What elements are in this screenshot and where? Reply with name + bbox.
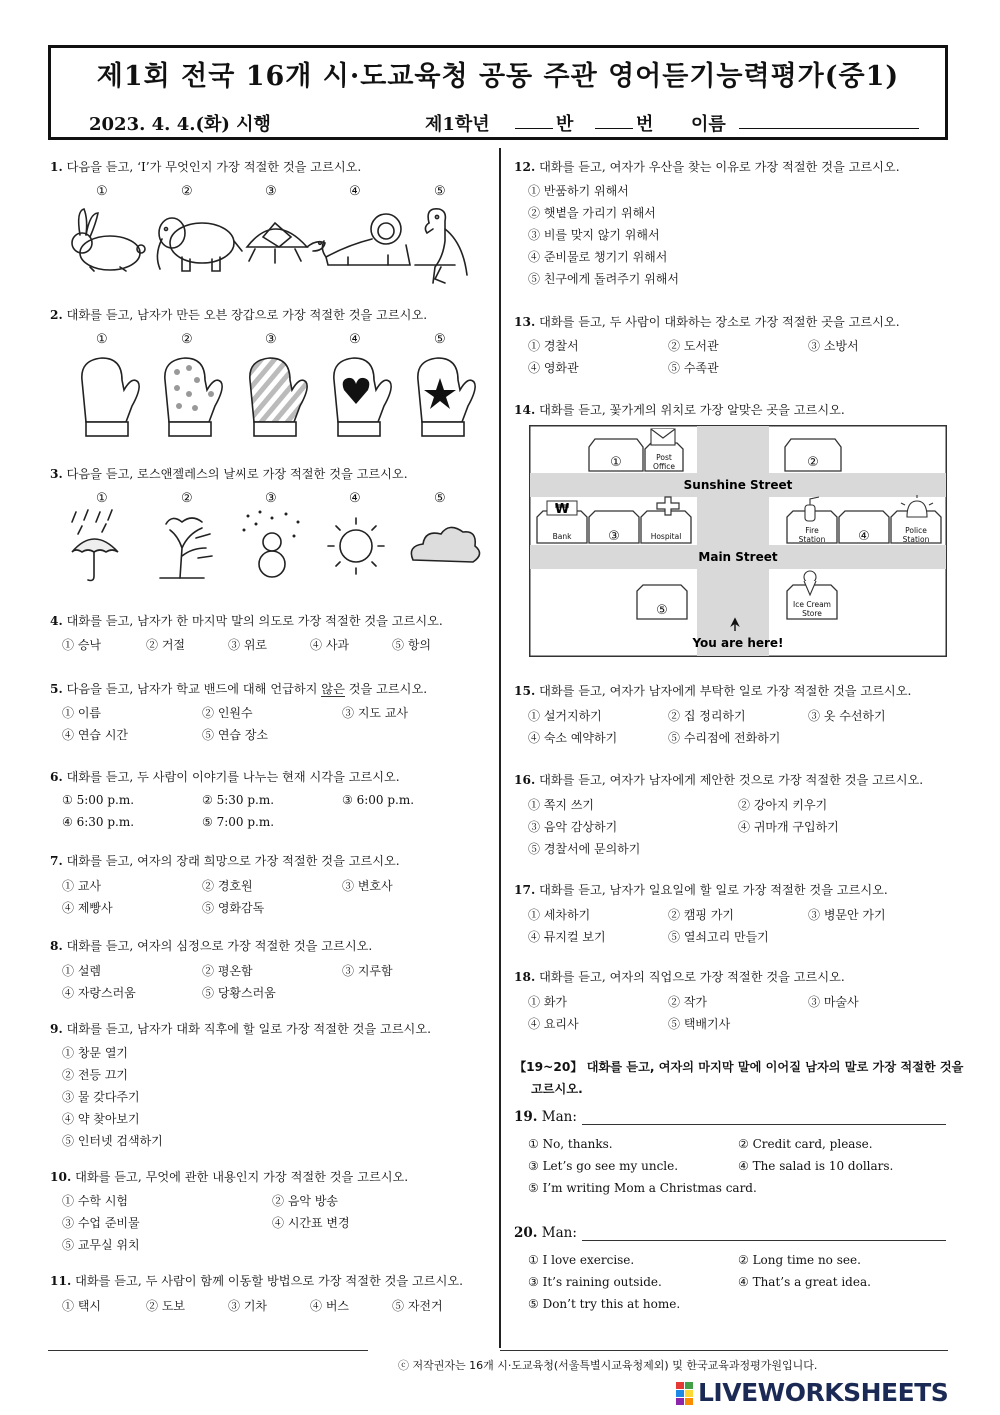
q19-option[interactable]: ③ Let’s go see my uncle.	[528, 1159, 679, 1173]
question-14-text: 대화를 듣고, 꽃가게의 위치로 가장 알맞은 곳을 고르시오.	[539, 403, 845, 417]
windy-tree-icon	[160, 518, 212, 578]
q3-choice-number[interactable]: ⑤	[434, 491, 446, 506]
q13-option[interactable]: ② 도서관	[668, 339, 719, 353]
q13-option[interactable]: ③ 소방서	[808, 339, 859, 353]
question-3-text: 다음을 듣고, 로스앤젤레스의 날씨로 가장 적절한 것을 고르시오.	[66, 467, 408, 481]
q1-choice-number[interactable]: ③	[265, 184, 277, 199]
question-12-text: 대화를 듣고, 여자가 우산을 찾는 이유로 가장 적절한 것을 고르시오.	[539, 160, 900, 174]
q2-choice-number[interactable]: ②	[181, 332, 193, 347]
q12-option[interactable]: ⑤ 친구에게 돌려주기 위해서	[528, 272, 679, 286]
q20-option[interactable]: ⑤ Don’t try this at home.	[528, 1297, 681, 1311]
q2-choice-number[interactable]: ④	[349, 332, 361, 347]
q18-option[interactable]: ① 화가	[528, 995, 567, 1009]
q20-option[interactable]: ① I love exercise.	[528, 1253, 635, 1267]
q5-option[interactable]: ② 인원수	[202, 706, 253, 720]
you-are-here-label: You are here!	[692, 636, 784, 650]
question-13: 13. 대화를 듣고, 두 사람이 대화하는 장소로 가장 적절한 곳을 고르시오.	[514, 315, 900, 329]
turtle-icon	[247, 223, 325, 263]
police-station-label-2: Station	[902, 535, 930, 544]
q2-choice-number[interactable]: ⑤	[434, 332, 446, 347]
q6-option[interactable]: ③ 6:00 p.m.	[342, 793, 415, 807]
question-12: 12. 대화를 듣고, 여자가 우산을 찾는 이유로 가장 적절한 것을 고르시오.	[514, 160, 900, 174]
q9-option[interactable]: ③ 물 갖다주기	[62, 1090, 140, 1104]
q20-answer-line[interactable]	[582, 1240, 946, 1241]
q18-option[interactable]: ⑤ 택배기사	[668, 1017, 731, 1031]
plain-mitt-icon	[82, 358, 139, 436]
q19-20-instruction-line-1: 【19~20】 대화를 듣고, 여자의 마지막 말에 이어질 남자의 말로 가장 적절한 것을	[514, 1060, 964, 1074]
class-label: 반	[556, 114, 574, 135]
question-11: 11. 대화를 듣고, 두 사람이 함께 이동할 방법으로 가장 적절한 것을 고르시오.	[50, 1274, 464, 1288]
q6-option[interactable]: ⑤ 7:00 p.m.	[202, 815, 275, 829]
q16-option[interactable]: ⑤ 경찰서에 문의하기	[528, 842, 641, 856]
question-2: 2. 대화를 듣고, 남자가 만든 오븐 장갑으로 가장 적절한 것을 고르시오.	[50, 308, 428, 322]
question-4-text: 대화를 듣고, 남자가 한 마지막 말의 의도로 가장 적절한 것을 고르시오.	[66, 614, 443, 628]
q19-speaker: Man:	[541, 1109, 577, 1125]
q6-option[interactable]: ② 5:30 p.m.	[202, 793, 275, 807]
q10-option[interactable]: ③ 수업 준비물	[62, 1216, 140, 1230]
q4-option[interactable]: ② 거절	[146, 638, 185, 652]
q15-option[interactable]: ② 집 정리하기	[668, 709, 746, 723]
exam-header	[48, 45, 948, 140]
snowman-icon	[243, 511, 300, 578]
q14-town-map	[529, 425, 947, 657]
q17-option[interactable]: ③ 병문안 가기	[808, 908, 886, 922]
q13-option[interactable]: ⑤ 수족관	[668, 361, 719, 375]
rabbit-icon	[72, 209, 145, 271]
question-18-text: 대화를 듣고, 여자의 직업으로 가장 적절한 것을 고르시오.	[539, 970, 845, 984]
q5-option[interactable]: ③ 지도 교사	[342, 706, 408, 720]
q18-option[interactable]: ② 작가	[668, 995, 707, 1009]
question-5-text: 다음을 듣고, 남자가 학교 밴드에 대해 언급하지	[66, 682, 322, 696]
q16-option[interactable]: ④ 귀마개 구입하기	[738, 820, 839, 834]
q17-option[interactable]: ⑤ 열쇠고리 만들기	[668, 930, 769, 944]
question-1: 1. 다음을 듣고, ‘I’가 무엇인지 가장 적절한 것을 고르시오.	[50, 160, 362, 174]
q4-option[interactable]: ③ 위로	[228, 638, 267, 652]
main-street-label: Main Street	[698, 550, 778, 564]
q8-option[interactable]: ⑤ 당황스러움	[202, 986, 276, 1000]
name-label: 이름	[691, 114, 726, 135]
q1-choice-number[interactable]: ⑤	[434, 184, 446, 199]
question-9-text: 대화를 듣고, 남자가 대화 직후에 할 일로 가장 적절한 것을 고르시오.	[66, 1022, 431, 1036]
question-9: 9. 대화를 듣고, 남자가 대화 직후에 할 일로 가장 적절한 것을 고르시오.	[50, 1022, 431, 1036]
question-18: 18. 대화를 듣고, 여자의 직업으로 가장 적절한 것을 고르시오.	[514, 970, 845, 984]
q19-option[interactable]: ④ The salad is 10 dollars.	[738, 1159, 894, 1173]
q15-option[interactable]: ① 설거지하기	[528, 709, 602, 723]
q5-option[interactable]: ⑤ 연습 장소	[202, 728, 268, 742]
question-10-text: 대화를 듣고, 무엇에 관한 내용인지 가장 적절한 것을 고르시오.	[75, 1170, 409, 1184]
q7-option[interactable]: ④ 제빵사	[62, 901, 113, 915]
question-2-text: 대화를 듣고, 남자가 만든 오븐 장갑으로 가장 적절한 것을 고르시오.	[66, 308, 428, 322]
column-divider	[499, 148, 501, 1348]
q11-option[interactable]: ④ 버스	[310, 1299, 349, 1313]
q20-speaker: Man:	[541, 1225, 577, 1241]
exam-title: 제1회 전국 16개 시·도교육청 공동 주관 영어듣기능력평가(중1)	[96, 61, 900, 92]
copyright-notice: ⓒ 저작권자는 16개 시·도교육청(서울특별시교육청제외) 및 한국교육과정평가원입니다.	[398, 1359, 818, 1372]
q6-option[interactable]: ① 5:00 p.m.	[62, 793, 135, 807]
q4-option[interactable]: ④ 사과	[310, 638, 349, 652]
sun-icon	[328, 518, 384, 574]
q3-choice-number[interactable]: ③	[265, 491, 277, 506]
q19-20-instruction-line-2: 고르시오.	[531, 1082, 583, 1096]
heart-mitt-icon	[334, 358, 391, 436]
q3-choice-number[interactable]: ②	[181, 491, 193, 506]
q11-option[interactable]: ③ 기차	[228, 1299, 267, 1313]
q11-option[interactable]: ① 택시	[62, 1299, 101, 1313]
q9-option[interactable]: ④ 약 찾아보기	[62, 1112, 140, 1126]
question-17-text: 대화를 듣고, 남자가 일요일에 할 일로 가장 적절한 것을 고르시오.	[539, 883, 888, 897]
q6-option[interactable]: ④ 6:30 p.m.	[62, 815, 135, 829]
q12-option[interactable]: ③ 비를 맞지 않기 위해서	[528, 228, 660, 242]
q12-option[interactable]: ④ 준비물로 챙기기 위해서	[528, 250, 668, 264]
exam-date: 2023. 4. 4.(화) 시행	[89, 114, 271, 135]
q1-choice-number[interactable]: ④	[349, 184, 361, 199]
q4-option[interactable]: ⑤ 항의	[392, 638, 431, 652]
post-office-label-1: Post	[656, 453, 672, 462]
q2-choice-number[interactable]: ①	[96, 332, 108, 347]
q17-option[interactable]: ④ 뮤지컬 보기	[528, 930, 606, 944]
q3-weather-pictures	[60, 508, 490, 588]
q9-option[interactable]: ① 창문 열기	[62, 1046, 128, 1060]
q7-option[interactable]: ② 경호원	[202, 879, 253, 893]
map-position-4: ④	[858, 529, 870, 544]
sunshine-street-label: Sunshine Street	[683, 478, 793, 492]
q10-option[interactable]: ⑤ 교무실 위치	[62, 1238, 140, 1252]
ice-cream-label-2: Store	[802, 609, 822, 618]
q3-choice-number[interactable]: ①	[96, 491, 108, 506]
lion-icon	[322, 214, 410, 265]
q16-option[interactable]: ② 강아지 키우기	[738, 798, 828, 812]
q8-option[interactable]: ③ 지루함	[342, 964, 393, 978]
q10-option[interactable]: ① 수학 시험	[62, 1194, 128, 1208]
question-3: 3. 다음을 듣고, 로스앤젤레스의 날씨로 가장 적절한 것을 고르시오.	[50, 467, 408, 481]
question-11-text: 대화를 듣고, 두 사람이 함께 이동할 방법으로 가장 적절한 것을 고르시오.	[75, 1274, 464, 1288]
q20-option[interactable]: ④ That’s a great idea.	[738, 1275, 871, 1289]
bank-label: Bank	[552, 532, 572, 541]
map-position-2: ②	[807, 455, 819, 470]
question-14: 14. 대화를 듣고, 꽃가게의 위치로 가장 알맞은 곳을 고르시오.	[514, 403, 845, 417]
q18-option[interactable]: ③ 마술사	[808, 995, 859, 1009]
q15-option[interactable]: ③ 옷 수선하기	[808, 709, 886, 723]
question-4: 4. 대화를 듣고, 남자가 한 마지막 말의 의도로 가장 적절한 것을 고르시오.	[50, 614, 443, 628]
police-station-label-1: Police	[905, 526, 927, 535]
q12-option[interactable]: ② 햇볕을 가리기 위해서	[528, 206, 656, 220]
question-16-text: 대화를 듣고, 여자가 남자에게 제안한 것으로 가장 적절한 것을 고르시오.	[539, 773, 924, 787]
q7-option[interactable]: ① 교사	[62, 879, 101, 893]
q5-option[interactable]: ④ 연습 시간	[62, 728, 128, 742]
q16-option[interactable]: ③ 음악 감상하기	[528, 820, 618, 834]
q1-choice-number[interactable]: ②	[181, 184, 193, 199]
question-17: 17. 대화를 듣고, 남자가 일요일에 할 일로 가장 적절한 것을 고르시오.	[514, 883, 888, 897]
q19-option[interactable]: ② Credit card, please.	[738, 1137, 873, 1151]
q19-option[interactable]: ① No, thanks.	[528, 1137, 613, 1151]
q2-choice-number[interactable]: ③	[265, 332, 277, 347]
fire-station-label-1: Fire	[805, 526, 819, 535]
q12-option[interactable]: ① 반품하기 위해서	[528, 184, 629, 198]
q4-option[interactable]: ① 승낙	[62, 638, 101, 652]
ice-cream-label-1: Ice Cream	[792, 600, 832, 609]
number-blank[interactable]	[595, 110, 633, 129]
striped-mitt-icon	[250, 358, 307, 436]
elephant-icon	[157, 218, 242, 271]
cloud-icon	[411, 527, 479, 562]
footer-divider-left	[48, 1350, 368, 1351]
q8-option[interactable]: ④ 자랑스러움	[62, 986, 136, 1000]
q9-option[interactable]: ⑤ 인터넷 검색하기	[62, 1134, 163, 1148]
question-19: 19. Man:	[514, 1109, 577, 1125]
q1-animal-pictures	[60, 205, 490, 285]
question-20: 20. Man:	[514, 1225, 577, 1241]
q11-option[interactable]: ② 도보	[146, 1299, 185, 1313]
class-blank[interactable]	[515, 110, 553, 129]
envelope-icon	[651, 429, 675, 445]
q9-option[interactable]: ② 전등 끄기	[62, 1068, 128, 1082]
q13-option[interactable]: ④ 영화관	[528, 361, 579, 375]
q17-option[interactable]: ① 세차하기	[528, 908, 591, 922]
q15-option[interactable]: ⑤ 수리점에 전화하기	[668, 731, 781, 745]
question-15-text: 대화를 듣고, 여자가 남자에게 부탁한 일로 가장 적절한 것을 고르시오.	[539, 684, 912, 698]
liveworksheets-logo-icon	[676, 1382, 694, 1406]
question-6: 6. 대화를 듣고, 두 사람이 이야기를 나누는 현재 시각을 고르시오.	[50, 770, 400, 784]
grade-label: 제1학년	[425, 114, 490, 135]
q1-choice-number[interactable]: ①	[96, 184, 108, 199]
star-mitt-icon	[418, 358, 475, 436]
question-5-underlined: 않은	[321, 682, 345, 696]
q16-option[interactable]: ① 쪽지 쓰기	[528, 798, 594, 812]
won-sign: ₩	[554, 502, 570, 517]
post-office-label-2: Office	[653, 462, 675, 471]
question-7: 7. 대화를 듣고, 여자의 장래 희망으로 가장 적절한 것을 고르시오.	[50, 854, 400, 868]
map-position-1: ①	[610, 455, 622, 470]
map-position-3: ③	[608, 529, 620, 544]
q7-option[interactable]: ③ 변호사	[342, 879, 393, 893]
question-7-text: 대화를 듣고, 여자의 장래 희망으로 가장 적절한 것을 고르시오.	[66, 854, 400, 868]
question-13-text: 대화를 듣고, 두 사람이 대화하는 장소로 가장 적절한 곳을 고르시오.	[539, 315, 900, 329]
q15-option[interactable]: ④ 숙소 예약하기	[528, 731, 618, 745]
question-16: 16. 대화를 듣고, 여자가 남자에게 제안한 것으로 가장 적절한 것을 고르시오.	[514, 773, 924, 787]
q20-option[interactable]: ② Long time no see.	[738, 1253, 861, 1267]
q5-option[interactable]: ① 이름	[62, 706, 101, 720]
q7-option[interactable]: ⑤ 영화감독	[202, 901, 265, 915]
q10-option[interactable]: ② 음악 방송	[272, 1194, 338, 1208]
dotted-mitt-icon	[165, 358, 222, 436]
q13-option[interactable]: ① 경찰서	[528, 339, 579, 353]
q17-option[interactable]: ② 캠핑 가기	[668, 908, 734, 922]
q18-option[interactable]: ④ 요리사	[528, 1017, 579, 1031]
q8-option[interactable]: ① 설렘	[62, 964, 101, 978]
question-10: 10. 대화를 듣고, 무엇에 관한 내용인지 가장 적절한 것을 고르시오.	[50, 1170, 409, 1184]
footer-divider-right	[500, 1350, 948, 1351]
question-1-text: 다음을 듣고, ‘I’가 무엇인지 가장 적절한 것을 고르시오.	[66, 160, 362, 174]
q3-choice-number[interactable]: ④	[349, 491, 361, 506]
q19-answer-line[interactable]	[582, 1124, 946, 1125]
q19-option[interactable]: ⑤ I’m writing Mom a Christmas card.	[528, 1181, 757, 1195]
question-15: 15. 대화를 듣고, 여자가 남자에게 부탁한 일로 가장 적절한 것을 고르시오.	[514, 684, 912, 698]
liveworksheets-brand[interactable]: LIVEWORKSHEETS	[698, 1378, 949, 1407]
q2-oven-mitt-pictures	[60, 350, 490, 445]
question-8: 8. 대화를 듣고, 여자의 심정으로 가장 적절한 것을 고르시오.	[50, 939, 373, 953]
question-8-text: 대화를 듣고, 여자의 심정으로 가장 적절한 것을 고르시오.	[66, 939, 373, 953]
q10-option[interactable]: ④ 시간표 변경	[272, 1216, 350, 1230]
q8-option[interactable]: ② 평온함	[202, 964, 253, 978]
number-label: 번	[636, 114, 654, 135]
rain-umbrella-icon	[72, 510, 118, 581]
q11-option[interactable]: ⑤ 자전거	[392, 1299, 443, 1313]
name-blank[interactable]	[739, 110, 919, 129]
hospital-label: Hospital	[650, 532, 682, 541]
question-5: 5. 다음을 듣고, 남자가 학교 밴드에 대해 언급하지 않은 것을 고르시오.	[50, 682, 428, 696]
parrot-icon	[415, 209, 467, 283]
map-position-5: ⑤	[656, 603, 668, 618]
q20-option[interactable]: ③ It’s raining outside.	[528, 1275, 662, 1289]
fire-station-label-2: Station	[798, 535, 826, 544]
question-6-text: 대화를 듣고, 두 사람이 이야기를 나누는 현재 시각을 고르시오.	[66, 770, 400, 784]
